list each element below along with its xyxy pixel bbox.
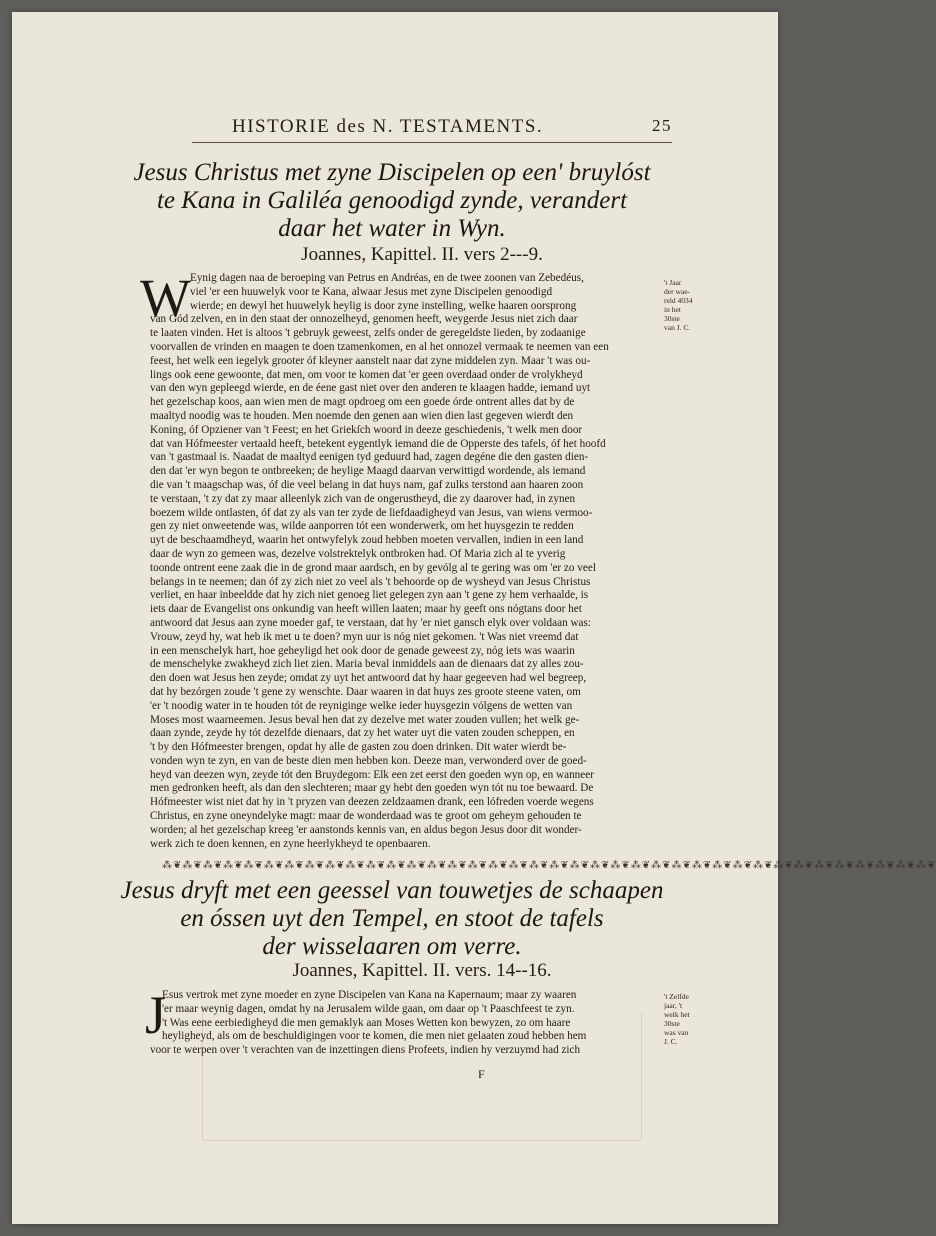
margin-note-line: reld 4034 [664, 296, 693, 305]
section1-body [150, 272, 670, 851]
text-line: wierde; en dewyl het huuwelyk heylig is door zyne instelling, welke haaren oorsprong [190, 299, 577, 312]
text-line: vonden wyn te zyn, en van de beste dien men hebben kon. Deeze man, verwonderd over de goed- [150, 754, 587, 767]
text-line: maaltyd noodig was te houden. Men noemde den genen aan wien dien last gegeven wierdt den [150, 409, 574, 422]
margin-note-line: in het [664, 305, 681, 314]
text-line: dat hy bezórgen zoude 't gene zy wenschte. Daar waaren in dat huys zes groote steene vaten, om [150, 685, 581, 698]
heading-line: daar het water in Wyn. [278, 215, 506, 242]
text-line: heyligheyd, als om de beschuldigingen voor te komen, die men niet gelaaten zoud hebben hem [162, 1030, 587, 1043]
text-line: Christus, en zyne oneyndelyke magt: maar de wonderdaad was te groot om geheym gehouden te [150, 810, 582, 823]
drop-cap: W [140, 268, 191, 328]
text-line: dat van Hófmeester vertaald heeft, betekent eygentlyk iemand die de Opperste des tafels, óf het hoofd [150, 437, 606, 450]
text-line: verliet, en haar inbeeldde dat hy zich niet genoeg liet gelegen zyn aan 't gene zy hem verhaalde, is [150, 589, 589, 602]
section2-reference: Joannes, Kapittel. II. vers. 14--16. [292, 960, 552, 981]
text-line: heyd van deezen wyn, zeyde tót den Bruydegom: Elk een zet eerst den goeden wyn op, en wanneer [150, 768, 594, 781]
margin-note-line: J. C. [664, 1037, 678, 1046]
heading-line: der wisselaaren om verre. [262, 933, 522, 960]
text-line: den dat 'er wyn begon te ontbreeken; de heylige Maagd daarvan verwittigd wordende, als iemand [150, 465, 586, 478]
section2-body [150, 989, 670, 1058]
text-line: 't by den Hófmeester brengen, opdat hy alle de gasten zou doen drinken. Dit water wierdt be- [150, 741, 567, 754]
text-line: Hófmeester wist niet dat hy in 't pryzen van deezen zeldzaamen drank, een lófreden voerde wegens [150, 796, 594, 809]
running-title: HISTORIE des N. TESTAMENTS. [232, 116, 544, 137]
text-line: 'er maar weynig dagen, omdat hy na Jerusalem wilde gaan, om daar op 't Paaschfeest te zyn. [162, 1002, 575, 1015]
text-line: 't Was eene eerbiedigheyd die men gemaklyk aan Moses Wetten kon bewyzen, zo om haare [162, 1016, 571, 1029]
margin-note-line: was van [664, 1028, 689, 1037]
text-line: voor te werpen over 't verachten van de inzettingen diens Profeets, indien hy verzuymd had zich [150, 1044, 581, 1057]
drop-cap: J [145, 985, 167, 1045]
heading-line: Jesus dryft met een geessel van touwetjes de schaapen [120, 877, 664, 904]
text-line: belangs in te neemen; dan óf zy zich niet zo veel als 't behoorde op de wysheyd van Jesus Christus [150, 575, 591, 588]
text-line: lings ook eene gewoonte, dat men, om voor te komen dat 'er geen overdaad onder de vrolykheyd [150, 368, 583, 381]
text-line: de menschelyke zwakheyd zich liet zien. Maria beval inmiddels aan de dienaars dat zy alles zou- [150, 658, 584, 671]
section2-heading [112, 877, 672, 961]
ornament-divider: ⁂❦⁂❦⁂❦⁂❦⁂❦⁂❦⁂❦⁂❦⁂❦⁂❦⁂❦⁂❦⁂❦⁂❦⁂❦⁂❦⁂❦⁂❦⁂❦⁂❦⁂❦⁂❦⁂❦⁂❦⁂❦⁂❦⁂❦⁂❦⁂❦⁂❦⁂❦⁂❦⁂❦⁂❦⁂❦⁂❦⁂❦⁂❦ [162, 860, 936, 871]
text-line: boezem wilde ontlasten, óf dat zy als van ter zyde de liefdaadigheyd van Jesus, van wiens vermoo- [150, 506, 593, 519]
section1-heading [112, 159, 672, 243]
margin-note-line: van J. C. [664, 323, 691, 332]
text-line: antwoord dat Jesus aan zyne moeder gaf, te verstaan, dat hy 'er niet gansch elyk over voldaan was: [150, 616, 591, 629]
text-line: werk zich te doen kennen, en zyne heerlykheyd te openbaaren. [150, 837, 431, 850]
margin-note-line: der wae- [664, 287, 691, 296]
page-number: 25 [652, 116, 672, 135]
margin-note-line: 30ste [664, 314, 680, 323]
text-line: Moses most waarneemen. Jesus beval hen dat zy dezelve met water zouden vullen; het welk ge- [150, 713, 580, 726]
text-line: daan zynde, zeyde hy tót dezelfde dienaars, dat zy het water uyt die vaten zouden scheppen, en [150, 727, 575, 740]
text-line: te laaten vinden. Het is altoos 't gebruyk geweest, zelfs onder de geregeldste lieden, by zodaanige [150, 327, 586, 340]
text-line: Eynig dagen naa de beroeping van Petrus en Andréas, en de twee zoonen van Zebedéus, [190, 272, 584, 284]
heading-line: Jesus Christus met zyne Discipelen op een' bruylóst [133, 159, 651, 186]
margin-note-line: 't Zelfde [664, 992, 689, 1001]
text-line: 'er 't noodig water in te houden tót de reyniginge welke ieder huysgezin vólgens de wetten van [150, 699, 573, 712]
section1-reference: Joannes, Kapittel. II. vers 2---9. [301, 244, 543, 265]
page-sheet [12, 12, 936, 1224]
text-line: van 't gastmaal is. Naadat de maaltyd eenigen tyd geduurd had, zagen degéne die den gasten dien- [150, 451, 589, 464]
text-line: iets daar de Evangelist ons onkundig van heeft willen laaten; maar hy geeft ons nógtans door het [150, 603, 582, 616]
text-line: Esus vertrok met zyne moeder en zyne Discipelen van Kana na Kapernaum; maar zy waaren [162, 989, 577, 1001]
text-line: worden; al het gezelschap kreeg 'er aanstonds kennis van, en aldus begon Jesus door dit wonder- [150, 823, 582, 836]
text-line: te verstaan, 't zy dat zy maar alleenlyk zich van de ongerustheyd, die zy daarover had, in zynen [150, 492, 576, 505]
margin-note-line: 't Jaar [664, 278, 682, 287]
margin-note-line: jaar, 't [664, 1001, 683, 1010]
text-line: gen zy niet onweetende was, wilde aanporren tót een wonderwerk, om het huysgezin te redden [150, 520, 574, 533]
text-line: Vrouw, zeyd hy, wat heb ik met u te doen? myn uur is nóg niet gekomen. 't Was niet vreemd dat [150, 630, 579, 643]
text-line: het gezelschap koos, aan wien men de magt opdroeg om een goede órde ontrent alles dat by de [150, 396, 575, 409]
running-header [192, 116, 672, 143]
text-line: van Gód zelven, en in den staat der onnozelheyd, genomen heeft, weygerde Jesus niet zich daar [150, 313, 578, 326]
margin-note [664, 278, 693, 332]
text-line: uyt de beschaamdheyd, waarin het ontwyfelyk zoud hebben moeten vervallen, indien in een land [150, 534, 584, 547]
margin-note-line: 30ste [664, 1019, 680, 1028]
heading-line: te Kana in Galiléa genoodigd zynde, verandert [156, 187, 628, 214]
text-line: die van 't maagschap was, óf die veel belang in dat huys nam, gaf zulks terstond aan haaren zoon [150, 478, 584, 491]
text-line: den doen wat Jesus hen zeyde; omdat zy uyt het antwoord dat hy haar gegeeven had wel begreep, [150, 672, 587, 685]
text-line: viel 'er een huuwelyk voor te Kana, alwaar Jesus met zyne Discipelen genoodigd [190, 285, 553, 298]
text-line: Koning, óf Opziener van 't Feest; en het Griekſch woord in deeze geschiedenis, 't welk men door [150, 423, 583, 436]
text-line: men gedronken heeft, als dan den slechteren; maar gy hebt den goeden wyn tót nu toe bewaard. De [150, 782, 594, 795]
text-line: van den wyn gepleegd wierde, en de éene gast niet over den anderen te klaagen hadde, iemand uyt [150, 382, 591, 395]
heading-line: en óssen uyt den Tempel, en stoot de tafels [180, 905, 604, 932]
text-line: voorvallen de vrinden en maagen te doen tzamenkomen, en al het onnozel vermaak te neemen van een [150, 340, 609, 353]
margin-note-line: welk het [664, 1010, 690, 1019]
text-line: in een menschelyk hart, hoe geheyligd het ook door de genade geweest zy, nóg iets was waarin [150, 644, 575, 657]
text-line: daar de wyn zo gemeen was, dezelve volstrektelyk ontbroken had. Of Maria zich al te yverig [150, 547, 566, 560]
text-line: toonde ontrent eene zaak die in de grond maar aardsch, en by gevólg al te gering was om 'er zo veel [150, 561, 596, 574]
margin-note [664, 992, 690, 1046]
text-line: feest, het welk een iegelyk grooter óf kleyner aanstelt naar dat zyne middelen zyn. Maar 't was ou- [150, 354, 591, 367]
signature-mark: F [478, 1067, 485, 1081]
